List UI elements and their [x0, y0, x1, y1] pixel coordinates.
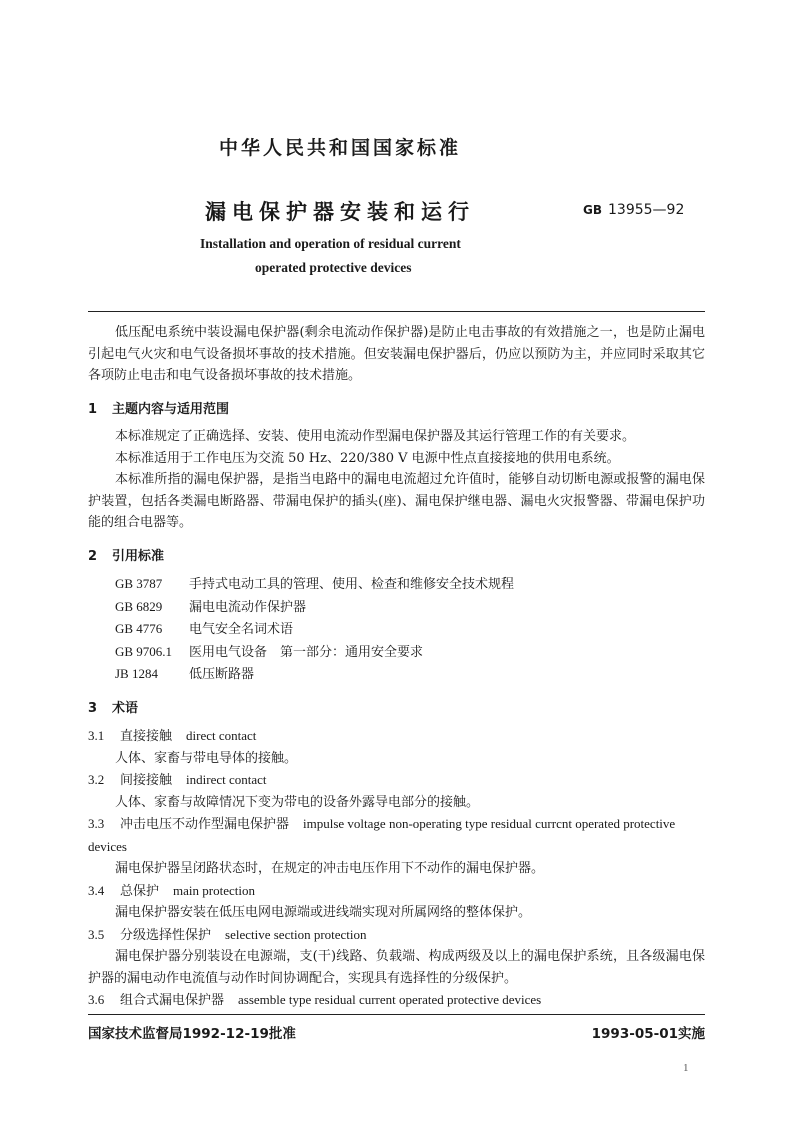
reference-item: [115, 641, 705, 664]
term-zh: 直接接触: [120, 729, 173, 744]
intro-paragraph: 低压配电系统中装设漏电保护器(剩余电流动作保护器)是防止电击事故的有效措施之一，也是防止漏电引起电气火灾和电气设备损坏事故的技术措施。但安装漏电保护器后，仍应以预防为主，并应同时采取其它各项防止电击和电气设备损坏事故的技术措施。: [88, 325, 705, 383]
term-number: 3.1: [88, 728, 105, 743]
national-standard-heading: 中华人民共和国国家标准: [218, 137, 461, 159]
term-entry: [88, 769, 705, 792]
reference-code: GB 6829: [115, 598, 163, 614]
term-entry: [88, 725, 705, 748]
term-zh: 冲击电压不动作型漏电保护器: [120, 817, 290, 832]
english-title-line-1: Installation and operation of residual current: [200, 236, 461, 251]
paragraph: 本标准规定了正确选择、安装、使用电流动作型漏电保护器及其运行管理工作的有关要求。: [115, 429, 636, 444]
term-number: 3.3: [88, 816, 105, 831]
reference-code: JB 1284: [115, 666, 158, 681]
page-number: 1: [683, 1062, 689, 1074]
section-number: 1: [88, 401, 98, 417]
implementation-date: 1993-05-01实施: [591, 1026, 705, 1042]
footer-divider: [88, 1014, 705, 1015]
section-title: 主题内容与适用范围: [112, 401, 230, 417]
term-definition: 人体、家畜与带电导体的接触。: [115, 750, 298, 766]
reference-title: 医用电气设备 第一部分：通用安全要求: [189, 644, 424, 660]
term-number: 3.4: [88, 882, 105, 898]
term-zh: 组合式漏电保护器: [120, 993, 225, 1008]
term-en: assemble type residual current operated protective devices: [238, 992, 542, 1007]
term-zh: 总保护: [120, 883, 160, 899]
approval-line: 国家技术监督局1992-12-19批准: [88, 1026, 296, 1042]
section-number: 2: [88, 548, 98, 564]
term-entry: [88, 813, 705, 858]
term-entry: [88, 989, 705, 1012]
term-definition: 漏电保护器呈闭路状态时，在规定的冲击电压作用下不动作的漏电保护器。: [115, 861, 545, 876]
document-body: [88, 322, 705, 1012]
reference-item: [115, 573, 705, 596]
reference-title: 手持式电动工具的管理、使用、检查和维修安全技术规程: [189, 577, 515, 592]
paragraph: 本标准适用于工作电压为交流 50 Hz、220/380 V 电源中性点直接接地的供用电系统。: [115, 450, 620, 466]
section-title: 引用标准: [112, 548, 165, 564]
term-number: 3.5: [88, 926, 105, 942]
term-entry: [88, 924, 705, 947]
reference-title: 电气安全名词术语: [189, 622, 294, 637]
standard-code: 13955—92: [608, 202, 685, 218]
term-en: selective section protection: [225, 926, 367, 942]
reference-item: [115, 663, 705, 686]
term-zh: 间接接触: [120, 773, 173, 788]
term-definition: 漏电保护器分别装设在电源端，支(干)线路、负载端、构成两级及以上的漏电保护系统，且各级漏电保护器的漏电动作电流值与动作时间协调配合，实现具有选择性的分级保护。: [88, 949, 705, 986]
section-3-heading: [88, 698, 705, 720]
paragraph: 本标准所指的漏电保护器，是指当电路中的漏电电流超过允许值时，能够自动切断电源或报警的漏电保护装置，包括各类漏电断路器、带漏电保护的插头(座)、漏电保护继电器、漏电火灾报警器、带漏电保护功能的组合电器等。: [88, 472, 705, 530]
english-title-line-2: operated protective devices: [255, 260, 412, 275]
reference-code: GB 4776: [115, 621, 163, 636]
section-number: 3: [88, 700, 98, 716]
header-divider: [88, 311, 705, 312]
term-definition: 人体、家畜与故障情况下变为带电的设备外露导电部分的接触。: [115, 794, 480, 810]
section-2-heading: [88, 546, 705, 568]
reference-item: [115, 596, 705, 619]
section-1-heading: [88, 399, 705, 421]
reference-item: [115, 618, 705, 641]
term-number: 3.6: [88, 992, 105, 1007]
term-number: 3.2: [88, 772, 105, 787]
standard-number: [583, 202, 684, 218]
reference-code: GB 3787: [115, 576, 163, 591]
term-en: main protection: [173, 882, 255, 898]
reference-code: GB 9706.1: [115, 643, 173, 659]
term-zh: 分级选择性保护: [120, 927, 212, 943]
term-entry: [88, 880, 705, 903]
term-en: direct contact: [186, 728, 257, 743]
term-en: indirect contact: [186, 772, 267, 787]
reference-title: 低压断路器: [189, 667, 255, 682]
term-definition: 漏电保护器安装在低压电网电源端或进线端实现对所属网络的整体保护。: [115, 905, 532, 920]
section-title: 术语: [112, 700, 139, 716]
reference-title: 漏电电流动作保护器: [189, 599, 307, 615]
document-title: 漏电保护器安装和运行: [205, 200, 475, 224]
standard-prefix: GB: [583, 203, 602, 217]
term-en: impulse voltage non-operating type residual currcnt operated protective devices: [88, 816, 676, 854]
